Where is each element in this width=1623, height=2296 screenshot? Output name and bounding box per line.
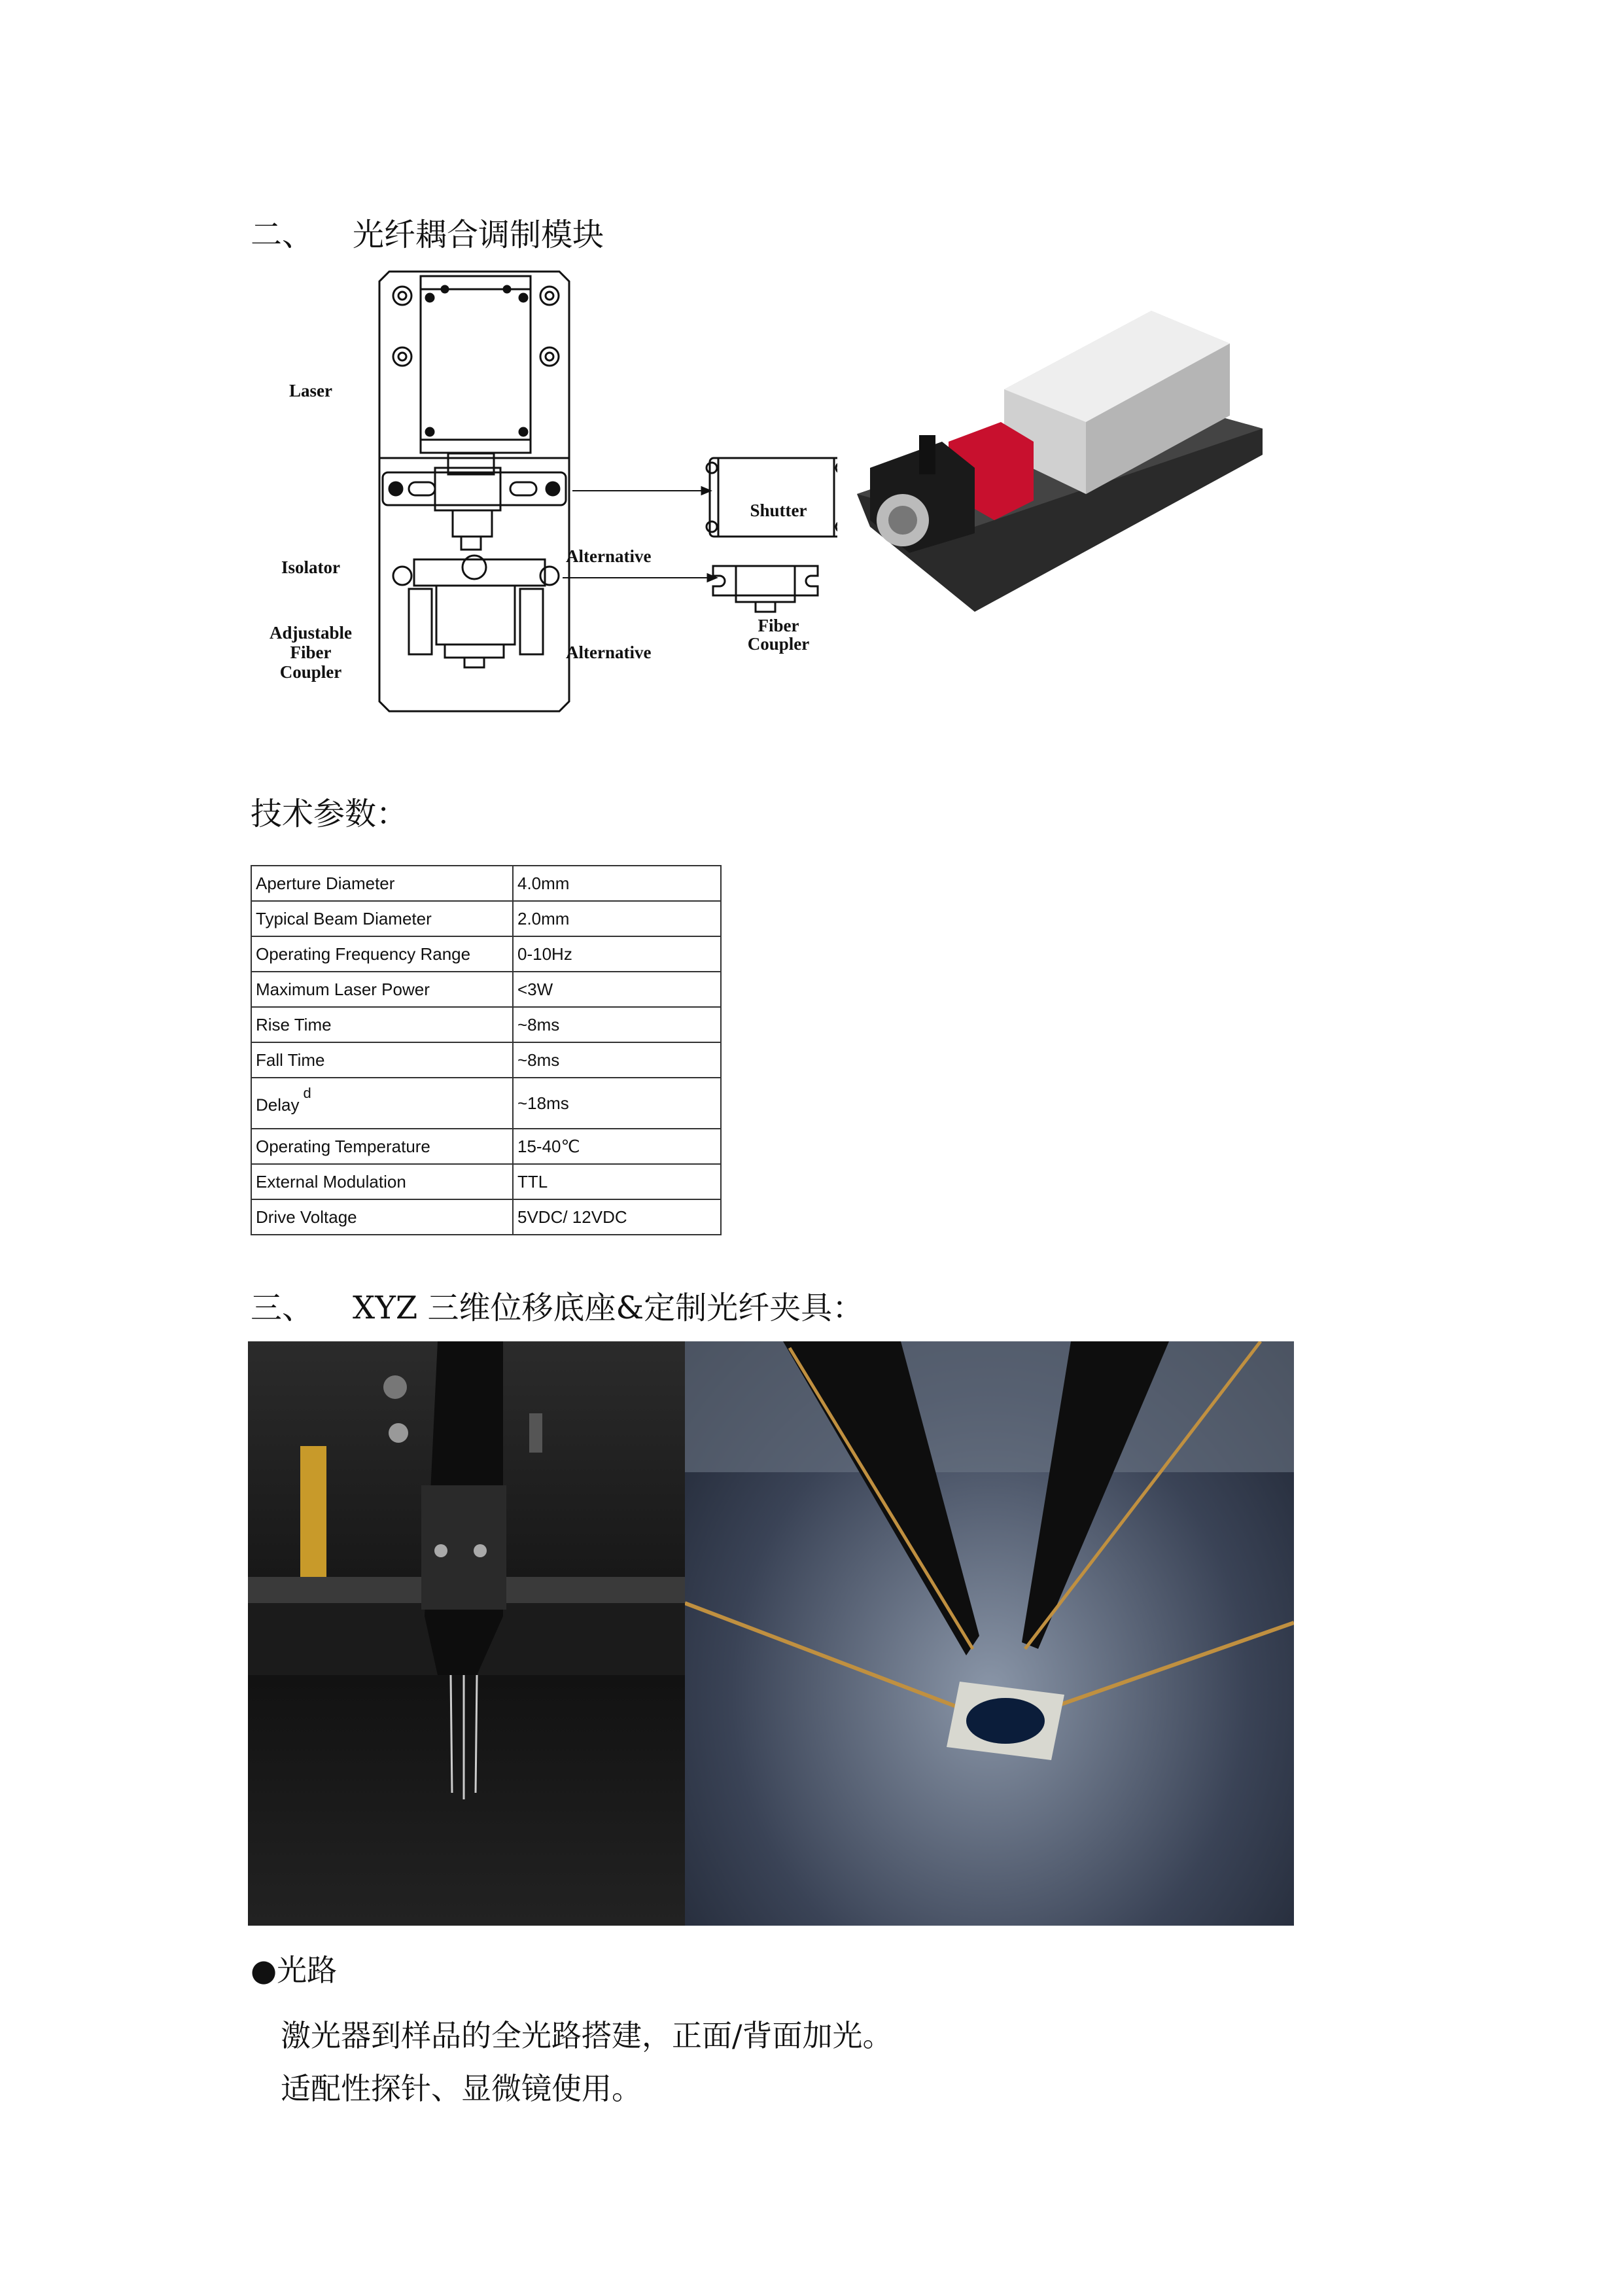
label-fiber-coupler	[723, 616, 834, 653]
spec-row	[251, 936, 721, 972]
spec-name	[251, 901, 513, 936]
spec-name	[251, 866, 513, 901]
photo-drawing	[248, 1341, 685, 1926]
spec-name-text: Aperture Diameter	[256, 873, 395, 893]
optical-path-heading: ●光路	[251, 1952, 338, 1988]
spec-value: 4.0mm	[513, 866, 721, 901]
section-2-heading	[251, 209, 604, 255]
spec-value: ~18ms	[513, 1078, 721, 1129]
label-line: Coupler	[747, 634, 810, 654]
section-title: 光纤耦合调制模块	[353, 217, 604, 253]
spec-value: 15-40℃	[513, 1129, 721, 1164]
render-drawing	[844, 304, 1269, 618]
spec-row	[251, 901, 721, 936]
label-line: Fiber	[290, 643, 332, 662]
specs-table	[251, 865, 722, 1235]
module-schematic-diagram	[249, 268, 837, 726]
label-isolator: Isolator	[281, 557, 340, 577]
spec-name-text: Rise Time	[256, 1014, 332, 1034]
spec-name-text: Operating Temperature	[256, 1136, 430, 1156]
label-alternative-shutter: Alternative	[566, 546, 652, 566]
spec-row	[251, 1129, 721, 1164]
spec-name-text: Fall Time	[256, 1050, 325, 1070]
section-number: 二、	[251, 217, 314, 253]
section-3-heading	[251, 1282, 864, 1328]
optical-path-line: 适配性探针、显微镜使用。	[281, 2071, 642, 2106]
spec-name	[251, 1164, 513, 1199]
spec-row	[251, 1078, 721, 1129]
spec-name	[251, 1042, 513, 1078]
spec-row	[251, 866, 721, 901]
spec-name-text: Maximum Laser Power	[256, 979, 430, 999]
spec-row	[251, 972, 721, 1007]
spec-row	[251, 1199, 721, 1235]
spec-value: TTL	[513, 1164, 721, 1199]
specs-heading: 技术参数：	[251, 796, 408, 832]
spec-name	[251, 1007, 513, 1042]
spec-value: 5VDC/ 12VDC	[513, 1199, 721, 1235]
spec-row	[251, 1164, 721, 1199]
spec-value: 0-10Hz	[513, 936, 721, 972]
photo-drawing	[685, 1341, 1294, 1926]
spec-row	[251, 1007, 721, 1042]
label-alternative-coupler: Alternative	[566, 643, 652, 662]
spec-value: <3W	[513, 972, 721, 1007]
spec-name-text: Operating Frequency Range	[256, 944, 471, 964]
spec-value: ~8ms	[513, 1042, 721, 1078]
spec-row	[251, 1042, 721, 1078]
spec-name	[251, 1078, 513, 1129]
spec-name	[251, 1199, 513, 1235]
spec-name-text: Delay	[256, 1095, 300, 1115]
label-line: Fiber	[758, 616, 799, 635]
section-number: 三、	[251, 1290, 314, 1326]
photo-fiber-probe-holder	[248, 1341, 685, 1926]
module-3d-render	[844, 304, 1269, 618]
optical-path-line: 激光器到样品的全光路搭建，正面/背面加光。	[281, 2018, 893, 2053]
spec-name-text: Typical Beam Diameter	[256, 908, 432, 928]
spec-value: 2.0mm	[513, 901, 721, 936]
label-adjustable-fiber-coupler	[262, 623, 360, 682]
spec-name	[251, 972, 513, 1007]
spec-superscript: d	[303, 1084, 311, 1101]
spec-name-text: External Modulation	[256, 1171, 406, 1192]
spec-name	[251, 1129, 513, 1164]
label-laser: Laser	[289, 381, 332, 400]
spec-name-text: Drive Voltage	[256, 1207, 357, 1227]
section-title: XYZ 三维位移底座&定制光纤夹具：	[353, 1290, 864, 1326]
spec-name	[251, 936, 513, 972]
label-line: Adjustable	[269, 623, 353, 643]
photo-probe-station	[685, 1341, 1294, 1926]
spec-value: ~8ms	[513, 1007, 721, 1042]
label-line: Coupler	[279, 662, 342, 682]
label-shutter: Shutter	[750, 501, 807, 520]
